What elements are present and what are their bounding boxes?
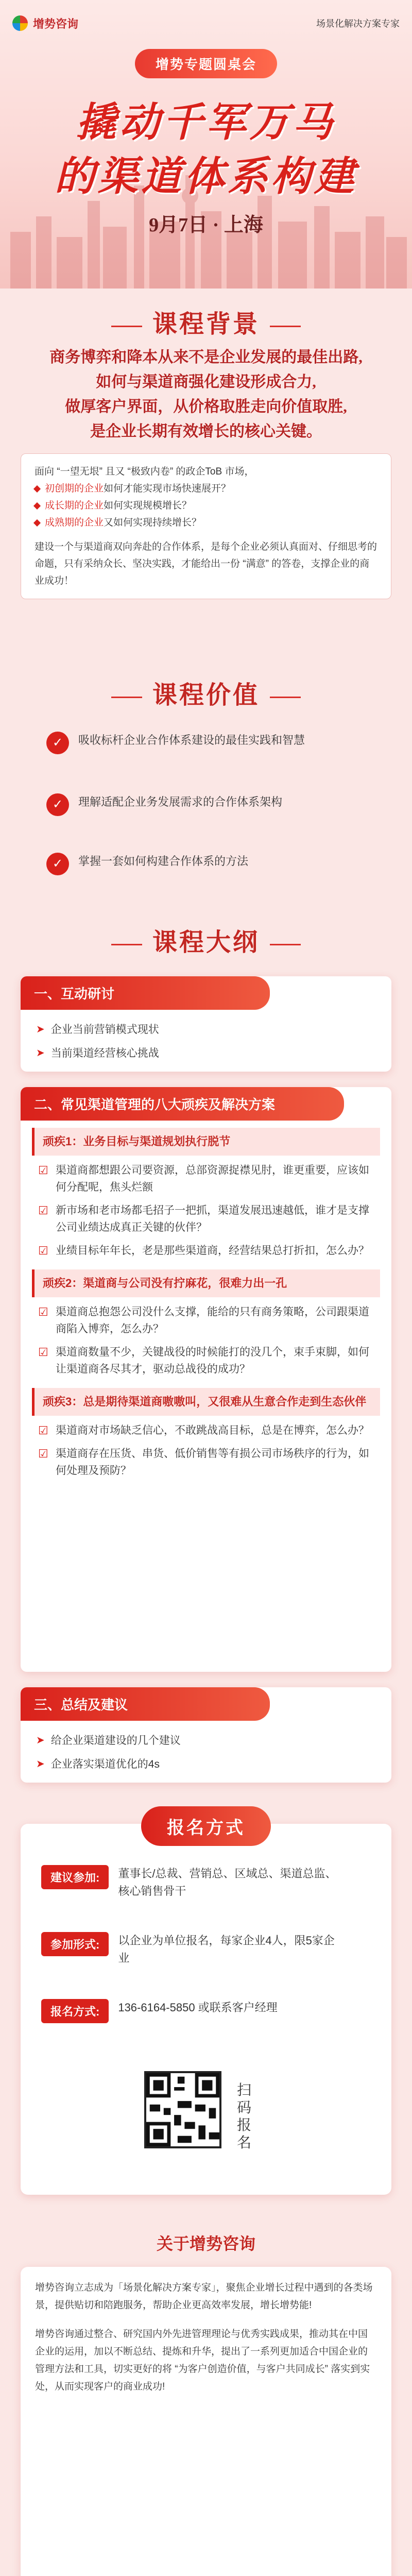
background-line: 商务博弈和降本从来不是企业发展的最佳出路, xyxy=(49,349,363,366)
value-text: 吸收标杆企业合作体系建设的最佳实践和智慧 xyxy=(78,734,305,747)
pain-point-text: 新市场和老市场都毛招子一把抓，渠道发展迅速越低，谁才是支撑公司业绩达成真正关键的伙伴？ xyxy=(56,1205,369,1233)
registration-label: 建议参加: xyxy=(41,1865,109,1889)
diamond-icon xyxy=(33,519,41,526)
pain-point-item xyxy=(21,1341,391,1381)
background-line: 是企业长期有效增长的核心关键。 xyxy=(90,423,322,440)
checkbox-icon: ☑ xyxy=(38,1424,48,1437)
hero-banner xyxy=(0,0,412,289)
section-title-background: 课程背景 xyxy=(0,304,412,340)
checkbox-icon: ☑ xyxy=(38,1346,48,1359)
check-icon: ✓ xyxy=(46,732,69,754)
event-date-location: 9月7日 · 上海 xyxy=(149,214,263,236)
diamond-icon xyxy=(33,485,41,492)
pain-point-head: 顽疾1：业务目标与渠道规划执行脱节 xyxy=(32,1128,380,1156)
registration-row xyxy=(41,1932,345,1967)
hero-title-line-1: 撬动千军万马 xyxy=(76,99,336,145)
value-text: 理解适配企业务发展需求的合作体系架构 xyxy=(78,795,283,808)
registration-row xyxy=(41,1999,345,2023)
pain-point-text: 业绩目标年年长，老是那些渠道商，经营结果总打折扣，怎么办？ xyxy=(56,1245,369,1257)
value-item xyxy=(46,732,355,754)
pain-point-text: 渠道商存在压货、串货、低价销售等有损公司市场秩序的行为，如何处理及预防？ xyxy=(56,1448,369,1477)
stage-question: 又如何实现持续增长？ xyxy=(104,517,202,528)
pain-point-item xyxy=(21,1199,391,1239)
brand xyxy=(12,15,78,31)
qr-code[interactable] xyxy=(144,2071,221,2148)
arrow-icon: ➤ xyxy=(36,1023,45,1035)
stage-label: 初创期的企业 xyxy=(45,483,104,494)
checkbox-icon: ☑ xyxy=(38,1244,48,1257)
stage-label: 成长期的企业 xyxy=(45,500,104,511)
registration-phone[interactable]: 136-6164-5850 或联系客户经理 xyxy=(118,2001,278,2014)
stage-question: 如何实现规模增长？ xyxy=(104,500,192,511)
about-paragraph-1: 增势咨询立志成为「场景化解决方案专家」，聚焦企业增长过程中遇到的各类场景，提供贴切和陪跑服务，帮助企业更高效率发展，增长增势能! xyxy=(35,2282,373,2311)
arrow-icon: ➤ xyxy=(36,1047,45,1059)
section-title-outline: 课程大纲 xyxy=(0,922,412,958)
stage-bullet xyxy=(35,497,377,514)
stage-bullet xyxy=(35,480,377,497)
brand-slogan: 场景化解决方案专家 xyxy=(316,19,400,29)
background-line: 如何与渠道商强化建设形成合力, xyxy=(96,374,316,391)
pain-point-item xyxy=(21,1419,391,1442)
pain-point-item xyxy=(21,1442,391,1482)
value-text: 掌握一套如何构建合作体系的方法 xyxy=(78,855,249,868)
outline-item-text: 当前渠道经营核心挑战 xyxy=(50,1047,159,1059)
outline-section-head: 一、互动研讨 xyxy=(21,976,270,1010)
checkbox-icon: ☑ xyxy=(38,1306,48,1318)
outline-item xyxy=(21,1752,391,1775)
registration-value: 董事长/总裁、营销总、区域总、渠道总监、核心销售骨干 xyxy=(118,1867,337,1897)
diamond-icon xyxy=(33,502,41,509)
about-title: 关于增势咨询 xyxy=(156,2234,255,2253)
pain-point-text: 渠道商总抱怨公司没什么支撑，能给的只有商务策略，公司跟渠道商陷入博弈，怎么办？ xyxy=(56,1306,369,1335)
pain-point-text: 渠道商对市场缺乏信心，不敢跳战高目标，总是在博弈，怎么办？ xyxy=(56,1425,369,1436)
hero-title-line-2: 的渠道体系构建 xyxy=(54,154,357,199)
pain-point-text: 渠道商数量不少，关键战役的时候能打的没几个，束手束脚，如何让渠道商各尽其才，驱动总战役的成功？ xyxy=(56,1346,369,1375)
registration-card xyxy=(21,1818,391,2195)
outline-item-text: 给企业渠道建设的几个建议 xyxy=(50,1735,181,1747)
value-item xyxy=(46,853,355,875)
value-item xyxy=(46,793,355,816)
section-title-value: 课程价值 xyxy=(0,675,412,710)
background-line: 做厚客户界面，从价格取胜走向价值取胜, xyxy=(65,398,347,415)
about-paragraph-2: 增势咨询通过整合、研究国内外先进管理理论与优秀实践成果，推动其在中国企业的运用，加以不断总结、提炼和升华，提出了一系列更加适合中国企业的管理方法和工具，切实更好的将 “为客户创造价值，与客户共同成长” 落实到实处，从而实现客户的商业成功! xyxy=(35,2329,370,2392)
outline-section-head: 三、总结及建议 xyxy=(21,1687,270,1721)
stage-label: 成熟期的企业 xyxy=(45,517,104,528)
stage-bullet xyxy=(35,514,377,531)
pain-point-item xyxy=(21,1239,391,1262)
check-icon: ✓ xyxy=(46,853,69,875)
event-type-pill: 增势专题圆桌会 xyxy=(135,49,277,78)
arrow-icon: ➤ xyxy=(36,1734,45,1746)
registration-label: 参加形式: xyxy=(41,1932,109,1956)
background-paragraph: 建设一个与渠道商双向奔赴的合作体系，是每个企业必须认真面对、仔细思考的命题，只有采纳众长、坚决实践，才能给出一份 “满意” 的答卷，支撑企业的商业成功！ xyxy=(35,541,377,586)
pain-point-item xyxy=(21,1159,391,1199)
outline-section-3 xyxy=(21,1687,391,1783)
registration-label: 报名方式: xyxy=(41,1999,109,2023)
outline-item xyxy=(21,1728,391,1752)
intro-text: 面向 “一望无垠” 且又 “极致内卷” 的政企ToB 市场， xyxy=(35,466,254,477)
pain-point-head: 顽疾2：渠道商与公司没有拧麻花，很难力出一孔 xyxy=(32,1269,380,1297)
arrow-icon: ➤ xyxy=(36,1758,45,1770)
outline-section-2 xyxy=(21,1087,391,1672)
registration-row xyxy=(41,1865,345,1900)
stage-question: 如何才能实现市场快速展开？ xyxy=(104,483,231,494)
checkbox-icon: ☑ xyxy=(38,1164,48,1177)
pain-point-text: 渠道商都想跟公司要资源，总部资源捉襟见肘，谁更重要，应该如何分配呢，焦头烂额 xyxy=(56,1164,369,1193)
pain-point-item xyxy=(21,1300,391,1341)
outline-item-text: 企业当前营销模式现状 xyxy=(50,1024,159,1036)
registration-value: 以企业为单位报名，每家企业4人，限5家企业 xyxy=(118,1934,335,1964)
background-intro-box xyxy=(21,453,391,599)
brand-logo-icon xyxy=(12,15,28,31)
checkbox-icon: ☑ xyxy=(38,1447,48,1460)
outline-item xyxy=(21,1041,391,1064)
brand-name: 增势咨询 xyxy=(33,17,79,30)
outline-item-text: 企业落实渠道优化的4s xyxy=(50,1758,160,1770)
qr-label: 扫码报名 xyxy=(237,2082,252,2150)
checkbox-icon: ☑ xyxy=(38,1204,48,1217)
outline-item xyxy=(21,1017,391,1041)
background-statement xyxy=(10,345,402,444)
check-icon: ✓ xyxy=(46,793,69,816)
outline-section-head: 二、常见渠道管理的八大顽疾及解决方案 xyxy=(21,1087,344,1121)
outline-section-1 xyxy=(21,976,391,1072)
pain-point-head: 顽疾3：总是期待渠道商嗷嗷叫，又很难从生意合作走到生态伙伴 xyxy=(32,1388,380,1416)
top-bar xyxy=(0,0,412,46)
registration-title: 报名方式 xyxy=(141,1806,271,1846)
about-card xyxy=(21,2267,391,2576)
